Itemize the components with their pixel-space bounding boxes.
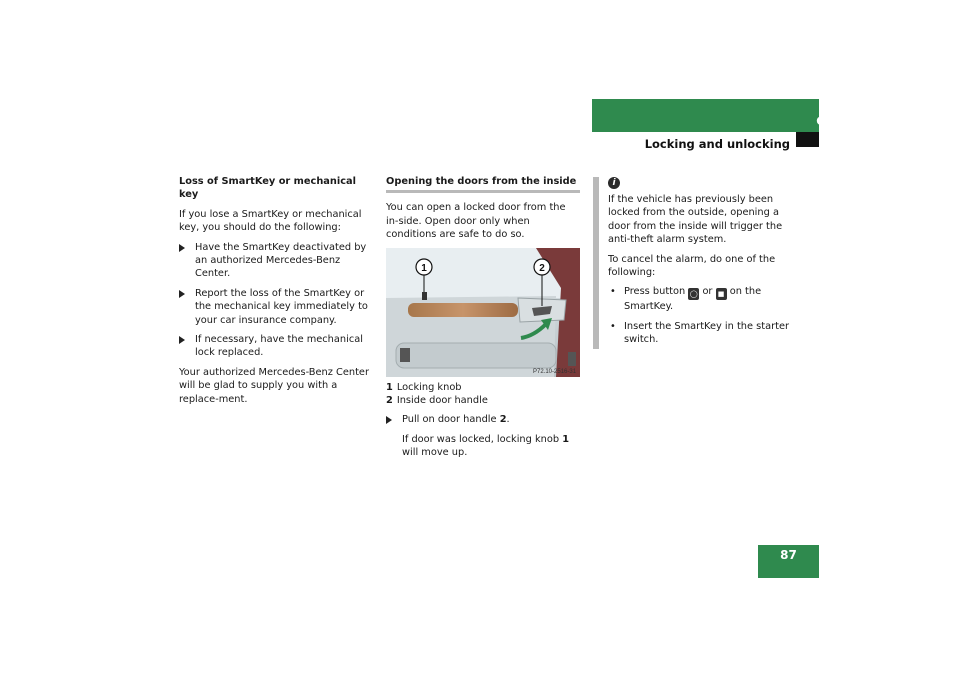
legend-number: 1 [386, 381, 393, 393]
unlock-icon: ◯ [689, 290, 698, 299]
arrow-icon [179, 336, 185, 344]
info-text: To cancel the alarm, do one of the following: [608, 253, 776, 279]
middle-intro: You can open a locked door from the in-side. Open door only when conditions are safe to do so. [386, 202, 566, 241]
arrow-icon [386, 416, 392, 424]
section-title: Controls in detail [816, 114, 928, 128]
step-item [179, 241, 374, 281]
step-item [179, 287, 374, 327]
section-subtitle: Locking and unlocking [644, 137, 790, 151]
step-item [386, 413, 580, 426]
step-item [179, 333, 374, 360]
info-icon: i [608, 177, 620, 189]
legend-text: Inside door handle [396, 395, 488, 407]
middle-heading: Opening the doors from the inside [386, 175, 580, 193]
left-heading: Loss of SmartKey or mechanical key [179, 176, 357, 201]
lock-icon: ■ [716, 288, 727, 300]
step-text: If necessary, have the mechanical lock replaced. [195, 334, 363, 359]
step-text: Pull on door handle [402, 414, 500, 426]
info-bullet: • Insert the SmartKey in the starter switch. [610, 320, 790, 346]
info-text: If the vehicle has previously been locked from the outside, opening a door from the inside will trigger the anti-theft alarm system. [608, 194, 783, 246]
step-text: Have the SmartKey deactivated by an authorized Mercedes-Benz Center. [195, 241, 367, 280]
result-text-end: will move up. [402, 447, 468, 459]
legend-text: Locking knob [396, 381, 462, 393]
image-code: P72.10-2516-31 [533, 368, 577, 375]
page-number: 87 [758, 545, 819, 578]
info-bar [593, 177, 599, 349]
arrow-icon [179, 290, 185, 298]
result-ref: 1 [562, 433, 570, 445]
bullet-text: Press button [624, 286, 689, 298]
arrow-icon [179, 244, 185, 252]
bullet-text: on the SmartKey. [624, 286, 762, 313]
step-text: Report the loss of the SmartKey or the mechanical key immediately to your car insurance company. [195, 287, 368, 326]
info-box [608, 177, 793, 353]
legend-number: 2 [386, 395, 393, 407]
header-marker [796, 132, 819, 147]
door-photo [386, 248, 580, 377]
callout-2: 2 [539, 262, 545, 274]
step-ref: 2 [499, 414, 507, 426]
left-column [179, 175, 374, 412]
left-intro: If you lose a SmartKey or mechanical key, you should do the following: [179, 208, 362, 234]
legend-item [386, 381, 580, 394]
step-punct: . [506, 414, 510, 426]
bullet-text: Insert the SmartKey in the starter switch. [624, 320, 790, 346]
left-closing: Your authorized Mercedes-Benz Center will be glad to supply you with a replace-ment. [179, 366, 369, 405]
header-bar [592, 99, 819, 132]
bullet-text: or [699, 286, 716, 298]
legend-item [386, 394, 580, 407]
step-result [386, 433, 580, 460]
callout-1: 1 [421, 262, 427, 274]
result-text: If door was locked, locking knob [402, 433, 563, 445]
info-bullet: • Press button ◯ or ■ on the SmartKey. [610, 286, 762, 313]
middle-column [386, 175, 580, 466]
